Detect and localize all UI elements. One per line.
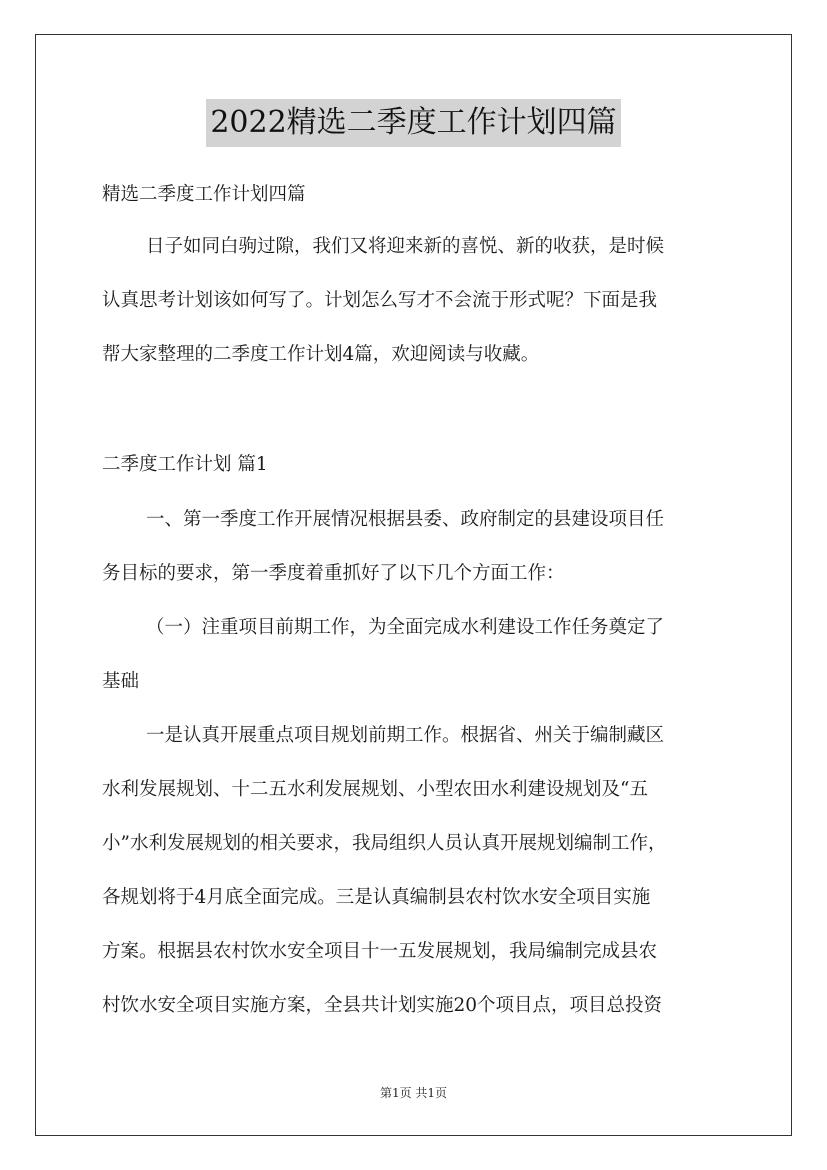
paragraph-line: 日子如同白驹过隙，我们又将迎来新的喜悦、新的收获，是时候 <box>146 236 665 257</box>
paragraph-line: 水利发展规划、十二五水利发展规划、小型农田水利建设规划及“五 <box>102 779 648 800</box>
page-footer: 第1页 共1页 <box>379 1086 448 1100</box>
subtitle-line: 精选二季度工作计划四篇 <box>102 184 306 205</box>
document-title: 2022精选二季度工作计划四篇 <box>206 99 620 147</box>
paragraph-line: （一）注重项目前期工作，为全面完成水利建设工作任务奠定了 <box>146 617 665 638</box>
paragraph-line: 务目标的要求，第一季度着重抓好了以下几个方面工作： <box>102 563 565 584</box>
section-heading: 二季度工作计划 篇1 <box>102 454 268 475</box>
paragraph-line: 一是认真开展重点项目规划前期工作。根据省、州关于编制藏区 <box>146 725 665 746</box>
paragraph-line: 村饮水安全项目实施方案，全县共计划实施20个项目点，项目总投资 <box>102 995 663 1016</box>
paragraph-line: 小”水利发展规划的相关要求，我局组织人员认真开展规划编制工作， <box>102 833 667 854</box>
paragraph-line: 一、第一季度工作开展情况根据县委、政府制定的县建设项目任 <box>146 509 665 530</box>
paragraph-line: 各规划将于4月底全面完成。三是认真编制县农村饮水安全项目实施 <box>102 887 651 908</box>
paragraph-line: 方案。根据县农村饮水安全项目十一五发展规划，我局编制完成县农 <box>102 941 658 962</box>
paragraph-line: 帮大家整理的二季度工作计划4篇，欢迎阅读与收藏。 <box>102 344 540 365</box>
paragraph-line: 认真思考计划该如何写了。计划怎么写才不会流于形式呢？下面是我 <box>102 290 658 311</box>
title-container <box>0 99 827 147</box>
paragraph-line: 基础 <box>102 671 140 692</box>
